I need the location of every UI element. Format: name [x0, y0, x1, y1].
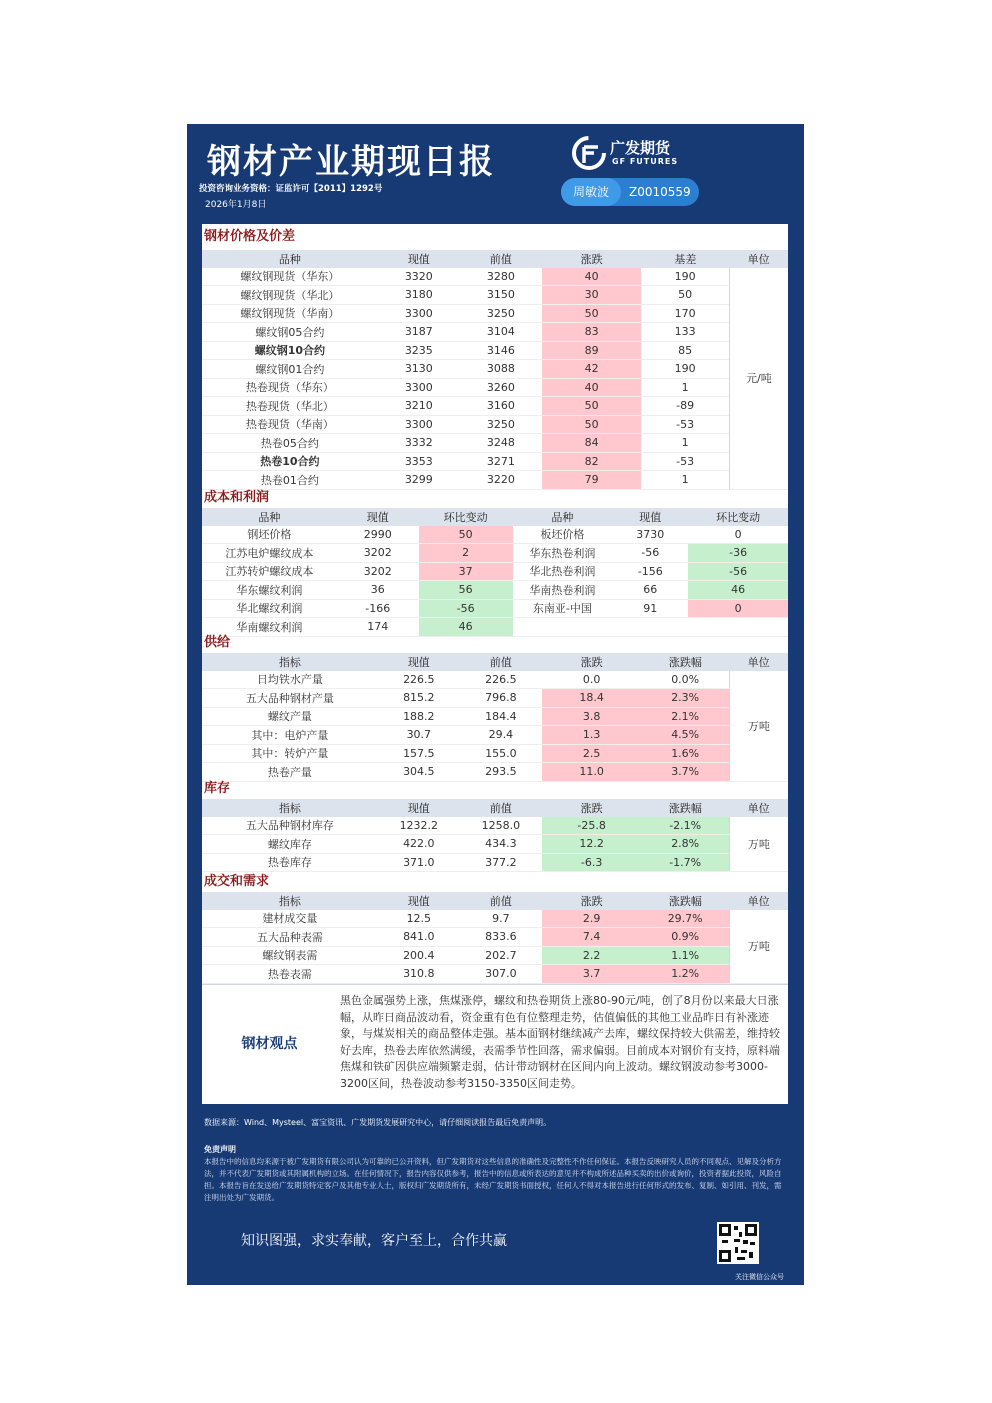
- cell-pct: 29.7%: [641, 910, 729, 928]
- unit-cell: 万吨: [729, 817, 788, 872]
- disclaimer-title: 免责声明: [204, 1145, 236, 1154]
- cell-cur: 3130: [378, 360, 460, 379]
- cell-change: 46: [419, 618, 513, 637]
- table-header-row: [202, 799, 788, 817]
- gf-logo-icon: [572, 136, 606, 170]
- column-header: 单位: [729, 250, 788, 268]
- cell-name: 螺纹钢10合约: [202, 341, 378, 360]
- cell-prev: 3260: [460, 378, 542, 397]
- column-header: 涨跌: [542, 892, 642, 910]
- cell-name: 五大品种表需: [202, 928, 378, 947]
- cell-pct: 3.7%: [641, 763, 729, 782]
- cell-prev: 3280: [460, 268, 542, 286]
- cell-name: 华北螺纹利润: [202, 599, 337, 618]
- market-view-text: 黑色金属强势上涨，焦煤涨停，螺纹和热卷期货上涨80-90元/吨，创了8月份以来最大日涨幅，从昨日商品波动看，资金重有色有位整理走势，估值偏低的其他工业品昨日有补涨迹象，与煤炭相关的商品整体走强。基本面钢材继续减产去库，螺纹保持较大供需差，维持较好去库，热卷去库依然满缓，表需季节性回落，需求偏弱。目前成本对钢价有支持，原料端焦煤和铁矿因供应端频繁走弱，估计带动钢材在区间内向上波动。螺纹钢波动参考3000-3200区间，热卷波动参考3150-3350区间走势。: [340, 994, 780, 1090]
- cell-value: 3202: [337, 562, 419, 581]
- column-header: 涨跌: [542, 799, 642, 817]
- cell-prev: 3088: [460, 360, 542, 379]
- table-row: [202, 562, 788, 581]
- company-slogan: 知识图强，求实奉献，客户至上，合作共赢: [241, 1233, 507, 1249]
- cell-cur: 310.8: [378, 965, 460, 984]
- column-header: 现值: [378, 250, 460, 268]
- price-table: [202, 250, 788, 490]
- cell-cur: 1232.2: [378, 817, 460, 835]
- cell-name: 华东热卷利润: [513, 544, 613, 563]
- cell-prev: 3160: [460, 397, 542, 416]
- cell-prev: 3248: [460, 434, 542, 453]
- supply-table: [202, 653, 788, 782]
- cell-cur: 12.5: [378, 910, 460, 928]
- cell-name: 螺纹库存: [202, 835, 378, 854]
- table-row: [202, 378, 788, 397]
- cell-chg: 3.8: [542, 707, 642, 726]
- table-row: [202, 452, 788, 471]
- cell-basis: -89: [641, 397, 729, 416]
- cell-chg: -6.3: [542, 853, 642, 872]
- column-header: 环比变动: [419, 508, 513, 526]
- table-row: [202, 707, 788, 726]
- column-header: 前值: [460, 250, 542, 268]
- cell-cur: 3180: [378, 286, 460, 305]
- qr-code-icon: [717, 1222, 759, 1264]
- cell-name: 热卷现货（华南）: [202, 415, 378, 434]
- table-row: [202, 360, 788, 379]
- column-header: 指标: [202, 892, 378, 910]
- report-card: [187, 124, 804, 1285]
- cell-value: -156: [612, 562, 688, 581]
- cell-cur: 30.7: [378, 726, 460, 745]
- cell-change: 2: [419, 544, 513, 563]
- cell-prev: 377.2: [460, 853, 542, 872]
- cell-value: 3730: [612, 526, 688, 544]
- column-header: 现值: [378, 653, 460, 671]
- cell-name: 螺纹钢现货（华南）: [202, 304, 378, 323]
- cell-chg: 89: [542, 341, 642, 360]
- cell-prev: 307.0: [460, 965, 542, 984]
- cell-prev: 184.4: [460, 707, 542, 726]
- cell-name: 螺纹产量: [202, 707, 378, 726]
- cell-prev: 434.3: [460, 835, 542, 854]
- inventory-table: [202, 799, 788, 872]
- table-row: [202, 471, 788, 490]
- cell-change: 37: [419, 562, 513, 581]
- column-header: 前值: [460, 653, 542, 671]
- table-row: [202, 618, 788, 637]
- cell-chg: 7.4: [542, 928, 642, 947]
- cell-name: 华北热卷利润: [513, 562, 613, 581]
- table-row: [202, 763, 788, 782]
- cell-name: 螺纹钢01合约: [202, 360, 378, 379]
- cell-basis: 1: [641, 378, 729, 397]
- cell-cur: 200.4: [378, 946, 460, 965]
- column-header: 品种: [513, 508, 613, 526]
- cell-basis: -53: [641, 415, 729, 434]
- column-header: 品种: [202, 250, 378, 268]
- column-header: 单位: [729, 799, 788, 817]
- cell-basis: 170: [641, 304, 729, 323]
- table-header-row: [202, 508, 788, 526]
- column-header: 涨跌: [542, 250, 642, 268]
- cell-pct: 1.1%: [641, 946, 729, 965]
- cell-prev: 3250: [460, 415, 542, 434]
- cell-basis: 85: [641, 341, 729, 360]
- cost-profit-table: [202, 508, 788, 637]
- cell-chg: 42: [542, 360, 642, 379]
- cell-basis: 133: [641, 323, 729, 342]
- cell-chg: 84: [542, 434, 642, 453]
- table-row: [202, 817, 788, 835]
- cell-chg: 79: [542, 471, 642, 490]
- table-row: [202, 910, 788, 928]
- cell-name: 热卷现货（华北）: [202, 397, 378, 416]
- cell-prev: 833.6: [460, 928, 542, 947]
- cell-pct: 1.2%: [641, 965, 729, 984]
- cell-chg: 12.2: [542, 835, 642, 854]
- cell-name: 钢坯价格: [202, 526, 337, 544]
- unit-cell: 万吨: [729, 910, 788, 984]
- table-row: [202, 397, 788, 416]
- column-header: 单位: [729, 892, 788, 910]
- cell-pct: -2.1%: [641, 817, 729, 835]
- section-title-inventory: 库存: [204, 781, 231, 796]
- cell-basis: 50: [641, 286, 729, 305]
- section-title-cost: 成本和利润: [204, 490, 270, 505]
- cell-cur: 3300: [378, 304, 460, 323]
- cell-change: -36: [688, 544, 788, 563]
- cell-basis: 1: [641, 434, 729, 453]
- cell-basis: 1: [641, 471, 729, 490]
- column-header: 前值: [460, 799, 542, 817]
- cell-change: 50: [419, 526, 513, 544]
- cell-value: -166: [337, 599, 419, 618]
- cell-name: 热卷01合约: [202, 471, 378, 490]
- cell-chg: 0.0: [542, 671, 642, 689]
- table-header-row: [202, 653, 788, 671]
- cell-chg: 40: [542, 378, 642, 397]
- cell-name: [513, 618, 613, 637]
- cell-name: 华南螺纹利润: [202, 618, 337, 637]
- cell-cur: 157.5: [378, 744, 460, 763]
- cell-prev: 293.5: [460, 763, 542, 782]
- cell-pct: 1.6%: [641, 744, 729, 763]
- cell-chg: 30: [542, 286, 642, 305]
- cell-change: -56: [688, 562, 788, 581]
- cell-cur: 304.5: [378, 763, 460, 782]
- cell-chg: -25.8: [542, 817, 642, 835]
- cell-prev: 1258.0: [460, 817, 542, 835]
- table-row: [202, 965, 788, 984]
- cell-change: 0: [688, 599, 788, 618]
- qr-code-label: 关注微信公众号: [735, 1273, 784, 1281]
- cell-prev: 29.4: [460, 726, 542, 745]
- column-header: 品种: [202, 508, 337, 526]
- table-row: [202, 744, 788, 763]
- report-content: [202, 224, 788, 1104]
- cell-name: 东南亚-中国: [513, 599, 613, 618]
- cell-cur: 3187: [378, 323, 460, 342]
- data-source: 数据来源：Wind、Mysteel、富宝资讯、广发期货发展研究中心，请仔细阅读报告最后免责声明。: [204, 1118, 552, 1127]
- column-header: 涨跌幅: [641, 653, 729, 671]
- table-row: [202, 434, 788, 453]
- cell-change: 56: [419, 581, 513, 600]
- table-row: [202, 415, 788, 434]
- license-text: 投资咨询业务资格：证监许可【2011】1292号: [199, 184, 383, 194]
- cell-chg: 18.4: [542, 689, 642, 708]
- cell-cur: 371.0: [378, 853, 460, 872]
- table-row: [202, 581, 788, 600]
- cell-name: 华东螺纹利润: [202, 581, 337, 600]
- logo-text-cn: 广发期货: [610, 139, 671, 157]
- column-header: 涨跌幅: [641, 799, 729, 817]
- cell-chg: 82: [542, 452, 642, 471]
- cell-chg: 3.7: [542, 965, 642, 984]
- section-title-price: 钢材价格及价差: [204, 229, 296, 244]
- cell-chg: 2.5: [542, 744, 642, 763]
- column-header: 环比变动: [688, 508, 788, 526]
- cell-chg: 50: [542, 397, 642, 416]
- cell-value: 3202: [337, 544, 419, 563]
- cell-name: 其中：转炉产量: [202, 744, 378, 763]
- cell-cur: 422.0: [378, 835, 460, 854]
- cell-value: 36: [337, 581, 419, 600]
- cell-pct: 2.3%: [641, 689, 729, 708]
- cell-cur: 815.2: [378, 689, 460, 708]
- unit-cell: 元/吨: [729, 268, 788, 490]
- cell-name: 日均铁水产量: [202, 671, 378, 689]
- cell-pct: -1.7%: [641, 853, 729, 872]
- column-header: 基差: [641, 250, 729, 268]
- cell-pct: 4.5%: [641, 726, 729, 745]
- cell-cur: 3300: [378, 415, 460, 434]
- column-header: 前值: [460, 892, 542, 910]
- unit-cell: 万吨: [729, 671, 788, 782]
- cell-name: 热卷表需: [202, 965, 378, 984]
- logo-text-en: GF FUTURES: [612, 157, 679, 166]
- cell-prev: 3250: [460, 304, 542, 323]
- cell-name: 螺纹钢表需: [202, 946, 378, 965]
- demand-table: [202, 892, 788, 984]
- cell-prev: 9.7: [460, 910, 542, 928]
- cell-name: 热卷产量: [202, 763, 378, 782]
- column-header: 单位: [729, 653, 788, 671]
- cell-chg: 11.0: [542, 763, 642, 782]
- column-header: 现值: [337, 508, 419, 526]
- cell-name: 江苏转炉螺纹成本: [202, 562, 337, 581]
- column-header: 涨跌: [542, 653, 642, 671]
- cell-cur: 841.0: [378, 928, 460, 947]
- cell-pct: 0.9%: [641, 928, 729, 947]
- cell-name: 螺纹钢05合约: [202, 323, 378, 342]
- table-row: [202, 268, 788, 286]
- cell-name: 热卷现货（华东）: [202, 378, 378, 397]
- disclaimer-text: 本报告中的信息均来源于被广发期货有限公司认为可靠的已公开资料，但广发期货对这些信息的准确性及完整性不作任何保证。本报告反映研究人员的不同观点、见解及分析方法，并不代表广发期货或其附属机构的立场。在任何情况下，报告内容仅供参考，报告中的信息或所表达的意见并不构成所述品种买卖的出价或询价，投资者据此投资，风险自担。本报告旨在发送给广发期货特定客户及其他专业人士，版权归广发期货所有，未经广发期货书面授权，任何人不得对本报告进行任何形式的发布、复制、如引用、刊发，需注明出处为广发期货。: [204, 1157, 782, 1202]
- cell-chg: 50: [542, 415, 642, 434]
- cell-chg: 40: [542, 268, 642, 286]
- cell-change: 0: [688, 526, 788, 544]
- cell-value: 66: [612, 581, 688, 600]
- analyst-badge: [561, 178, 699, 206]
- column-header: 现值: [612, 508, 688, 526]
- cell-prev: 226.5: [460, 671, 542, 689]
- cell-prev: 796.8: [460, 689, 542, 708]
- table-row: [202, 599, 788, 618]
- cell-cur: 3320: [378, 268, 460, 286]
- table-row: [202, 526, 788, 544]
- cell-chg: 2.9: [542, 910, 642, 928]
- cell-pct: 0.0%: [641, 671, 729, 689]
- market-view-label: 钢材观点: [241, 1036, 298, 1052]
- column-header: 涨跌幅: [641, 892, 729, 910]
- column-header: 现值: [378, 892, 460, 910]
- cell-cur: 3210: [378, 397, 460, 416]
- table-header-row: [202, 892, 788, 910]
- cell-name: 螺纹钢现货（华东）: [202, 268, 378, 286]
- cell-name: 板坯价格: [513, 526, 613, 544]
- column-header: 指标: [202, 653, 378, 671]
- cell-value: 2990: [337, 526, 419, 544]
- cell-change: 46: [688, 581, 788, 600]
- table-row: [202, 323, 788, 342]
- cell-cur: 3332: [378, 434, 460, 453]
- cell-prev: 3150: [460, 286, 542, 305]
- cell-chg: 83: [542, 323, 642, 342]
- cell-prev: 3104: [460, 323, 542, 342]
- cell-value: -56: [612, 544, 688, 563]
- cell-prev: 3146: [460, 341, 542, 360]
- table-row: [202, 835, 788, 854]
- table-row: [202, 853, 788, 872]
- cell-name: 螺纹钢现货（华北）: [202, 286, 378, 305]
- table-row: [202, 946, 788, 965]
- report-title: 钢材产业期现日报: [207, 142, 495, 182]
- cell-cur: 3235: [378, 341, 460, 360]
- table-header-row: [202, 250, 788, 268]
- table-row: [202, 304, 788, 323]
- cell-value: 91: [612, 599, 688, 618]
- table-row: [202, 286, 788, 305]
- table-row: [202, 928, 788, 947]
- analyst-name: 周敏波: [561, 178, 621, 206]
- section-title-demand: 成交和需求: [204, 874, 270, 889]
- cell-chg: 1.3: [542, 726, 642, 745]
- cell-prev: 3271: [460, 452, 542, 471]
- column-header: 指标: [202, 799, 378, 817]
- report-date: 2026年1月8日: [205, 200, 267, 210]
- cell-name: 五大品种钢材产量: [202, 689, 378, 708]
- table-row: [202, 544, 788, 563]
- cell-chg: 50: [542, 304, 642, 323]
- cell-name: 其中：电炉产量: [202, 726, 378, 745]
- cell-pct: 2.8%: [641, 835, 729, 854]
- analyst-license-id: Z0010559: [629, 185, 691, 199]
- cell-name: 热卷05合约: [202, 434, 378, 453]
- column-header: 现值: [378, 799, 460, 817]
- cell-name: 华南热卷利润: [513, 581, 613, 600]
- cell-value: [612, 618, 688, 637]
- table-row: [202, 726, 788, 745]
- cell-name: 热卷10合约: [202, 452, 378, 471]
- table-row: [202, 341, 788, 360]
- cell-prev: 202.7: [460, 946, 542, 965]
- cell-cur: 188.2: [378, 707, 460, 726]
- cell-change: [688, 618, 788, 637]
- cell-pct: 2.1%: [641, 707, 729, 726]
- cell-name: 五大品种钢材库存: [202, 817, 378, 835]
- cell-name: 江苏电炉螺纹成本: [202, 544, 337, 563]
- cell-change: -56: [419, 599, 513, 618]
- market-view: [202, 984, 788, 1103]
- cell-cur: 3300: [378, 378, 460, 397]
- cell-name: 热卷库存: [202, 853, 378, 872]
- table-row: [202, 689, 788, 708]
- section-title-supply: 供给: [204, 635, 231, 650]
- table-row: [202, 671, 788, 689]
- cell-cur: 226.5: [378, 671, 460, 689]
- cell-chg: 2.2: [542, 946, 642, 965]
- gf-futures-logo: [572, 136, 692, 172]
- cell-basis: 190: [641, 360, 729, 379]
- cell-basis: 190: [641, 268, 729, 286]
- cell-name: 建材成交量: [202, 910, 378, 928]
- cell-cur: 3299: [378, 471, 460, 490]
- cell-basis: -53: [641, 452, 729, 471]
- cell-value: 174: [337, 618, 419, 637]
- cell-prev: 3220: [460, 471, 542, 490]
- cell-cur: 3353: [378, 452, 460, 471]
- cell-prev: 155.0: [460, 744, 542, 763]
